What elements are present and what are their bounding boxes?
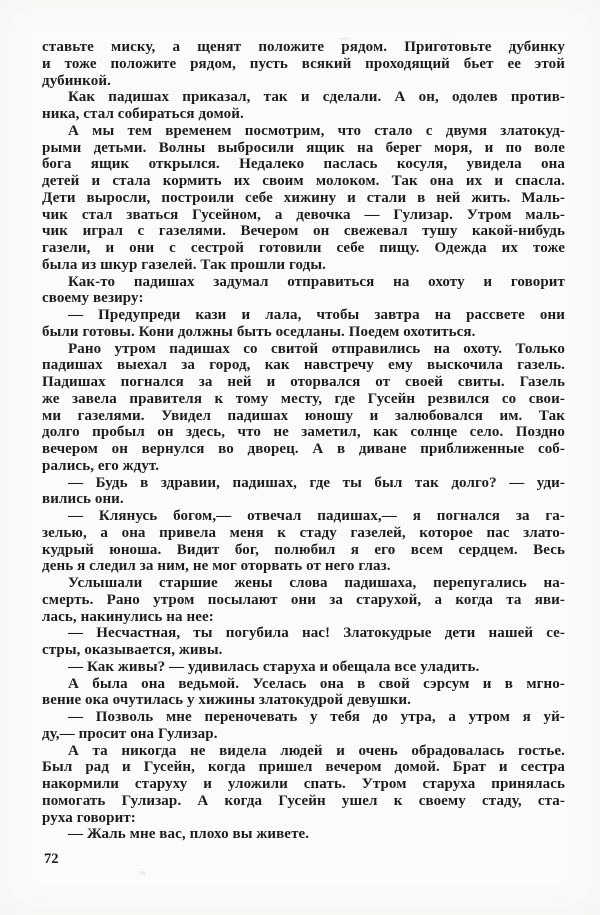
- text-line: вение ока очутилась у хижины златокудрой девушки.: [42, 692, 411, 709]
- text-line: лась, накинулись на нее:: [42, 608, 214, 625]
- text-line: зелью, а она привела меня к стаду газелей, которое пас злато-: [42, 524, 565, 541]
- scan-speck: [338, 37, 352, 40]
- text-line: вились они.: [42, 491, 124, 508]
- text-line: газели, и они с сестрой готовили себе пищу. Одежда их тоже: [42, 240, 565, 256]
- page-number: 72: [44, 851, 59, 867]
- text-line: рыми детьми. Волны выбросили ящик на берег моря, и по воле: [42, 139, 565, 156]
- text-line: помогать Гулизар. А когда Гусейн ушел к своему стаду, ста-: [42, 792, 565, 809]
- text-line: рались, его ждут.: [42, 457, 160, 474]
- text-line: дубинкой.: [42, 72, 111, 89]
- text-line: А та никогда не видела людей и очень обрадовалась гостье.: [68, 742, 565, 759]
- text-line: падишах выехал за город, как навстречу ему выскочила газель.: [42, 357, 565, 374]
- text-line: вечером он вернулся во дворец. А в диване приближенные соб-: [42, 441, 565, 457]
- text-line: — Будь в здравии, падишах, где ты был так долго? — уди-: [68, 474, 565, 491]
- text-line: бога ящик открылся. Недалеко паслась косуля, увидела она: [42, 156, 565, 173]
- text-line: — Жаль мне вас, плохо вы живете.: [68, 826, 310, 843]
- text-line: Как-то падишах задумал отправиться на охоту и говорит: [68, 273, 565, 290]
- text-line: Был рад и Гусейн, когда пришел вечером домой. Брат и сестра: [42, 759, 565, 776]
- text-line: Дети выросли, построили себе хижину и стали в ней жить. Маль-: [42, 189, 565, 206]
- text-line: А была она ведьмой. Уселась она в свой сэрсум и в мгно-: [68, 675, 565, 692]
- text-line: же завела правителя к тому месту, где Гусейн резвился со свои-: [42, 390, 565, 407]
- text-line: — Предупреди кази и лала, чтобы завтра на рассвете они: [68, 307, 565, 323]
- text-line: руха говорит:: [42, 809, 136, 826]
- text-line: день я следил за ним, не мог оторвать от него глаз.: [42, 558, 391, 575]
- text-line: Услышали старшие жены слова падишаха, перепугались на-: [68, 575, 565, 591]
- text-line: ставьте миску, а щенят положите рядом. Приготовьте дубинку: [42, 39, 565, 55]
- text-line: Падишах погнался за ней и оторвался от своей свиты. Газель: [42, 374, 565, 390]
- text-line: — Позволь мне переночевать у тебя до утра, а утром я уй-: [68, 709, 565, 725]
- text-line: накормили старуху и уложили спать. Утром старуха принялась: [42, 776, 565, 792]
- text-line: смерть. Рано утром посылают они за старухой, а когда та яви-: [42, 591, 565, 608]
- text-line: — Клянусь богом,— отвечал падишах,— я погнался за га-: [68, 508, 565, 524]
- text-line: ми газелями. Увидел падишах юношу и залюбовался им. Так: [42, 407, 565, 424]
- text-line: — Несчастная, ты погубила нас! Златокудрые дети нашей се-: [68, 625, 565, 642]
- text-line: стры, оказывается, живы.: [42, 642, 223, 658]
- text-line: была из шкур газелей. Так прошли годы.: [42, 256, 327, 273]
- text-line: Рано утром падишах со свитой отправились на охоту. Только: [68, 340, 565, 357]
- text-line: кудрый юноша. Видит бог, полюбил я его всем сердцем. Весь: [42, 541, 565, 558]
- text-line: своему везиру:: [42, 290, 144, 307]
- text-line: ду,— просит она Гулизар.: [42, 725, 218, 742]
- text-line: А мы тем временем посмотрим, что стало с двумя златокуд-: [68, 122, 565, 139]
- text-line: Как падишах приказал, так и сделали. А он, одолев против-: [68, 89, 565, 106]
- scan-speck: [139, 871, 146, 875]
- scan-speck: [444, 39, 454, 42]
- text-line: были готовы. Кони должны быть оседланы. Поедем охотиться.: [42, 323, 476, 340]
- text-line: детей и стала кормить их своим молоком. Так она их и спасла.: [42, 173, 565, 189]
- text-line: чик стал зваться Гусейном, а девочка — Гулизар. Утром маль-: [42, 206, 565, 223]
- text-line: чик играл с газелями. Вечером он свежевал тушу какой-нибудь: [42, 223, 565, 240]
- text-line: и тоже положите рядом, пусть всякий проходящий бьет ее этой: [42, 55, 565, 72]
- text-line: — Как живы? — удивилась старуха и обещала все уладить.: [68, 658, 480, 675]
- page-text-block: [42, 39, 565, 843]
- text-line: долго пробыл он здесь, что не заметил, как солнце село. Поздно: [42, 424, 565, 441]
- text-line: ника, стал собираться домой.: [42, 106, 244, 122]
